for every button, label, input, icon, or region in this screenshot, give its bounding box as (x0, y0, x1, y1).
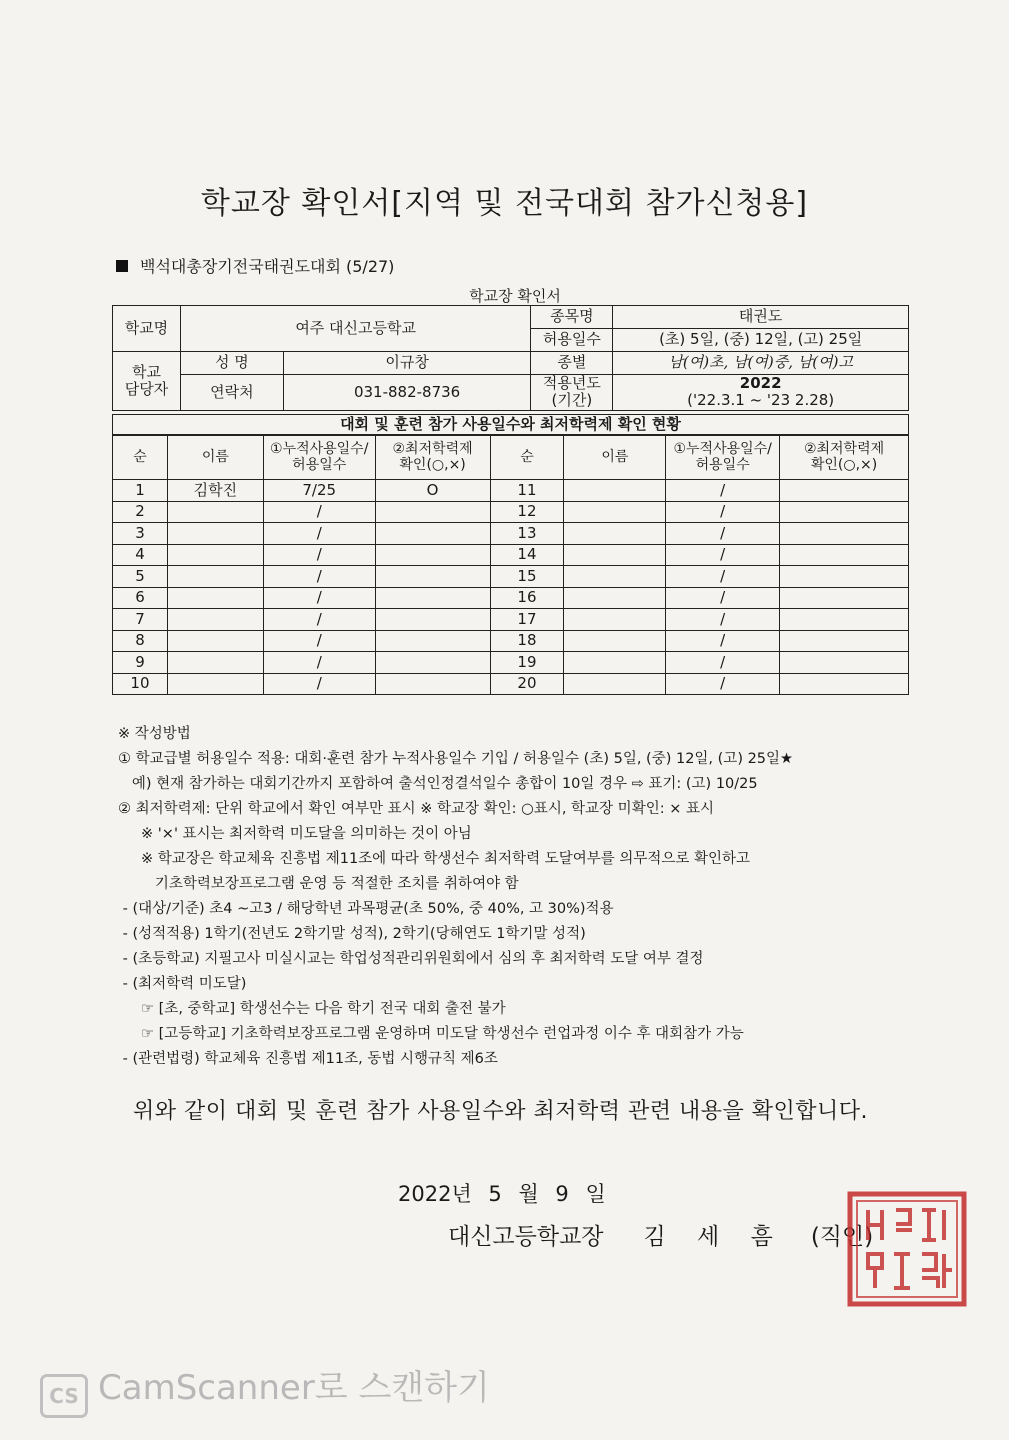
status-banner: 대회 및 훈련 참가 사용일수와 최저학력제 확인 현황 (113, 415, 909, 436)
note-line: ※ '×' 표시는 최저학력 미도달을 의미하는 것이 아님 (118, 826, 472, 842)
note-line: ② 최저학력제: 단위 학교에서 확인 여부만 표시 ※ 학교장 확인: ○표시, 학교장 미확인: × 표시 (118, 801, 714, 817)
watermark-text: CamScanner로 스캔하기 (98, 1368, 490, 1408)
square-bullet-icon (116, 260, 128, 272)
row-no: 16 (490, 587, 564, 609)
row-name (564, 480, 666, 502)
table-row (113, 673, 909, 695)
table-row (113, 609, 909, 631)
document-date: 2022년 5 월 9 일 (398, 1182, 606, 1206)
row-no: 10 (113, 673, 168, 695)
row-days: / (666, 609, 780, 631)
row-days: / (263, 501, 375, 523)
row-no: 2 (113, 501, 168, 523)
category-value: 남(여)초, 남(여)중, 남(여)고 (613, 352, 909, 375)
row-days: / (263, 523, 375, 545)
table-row (113, 652, 909, 674)
row-check (375, 566, 490, 588)
header-no: 순 (113, 435, 168, 480)
row-check (780, 480, 909, 502)
allowed-days-value: (초) 5일, (중) 12일, (고) 25일 (613, 329, 909, 352)
name-label: 성 명 (180, 352, 283, 375)
row-check (780, 566, 909, 588)
note-line: - (대상/기준) 초4 ~고3 / 해당학년 과목평균(초 50%, 중 40%, 고 30%)적용 (118, 901, 614, 917)
row-days: / (263, 652, 375, 674)
row-name (167, 523, 263, 545)
sport-label: 종목명 (531, 306, 613, 329)
row-days: / (263, 673, 375, 695)
note-line: - (성적적용) 1학기(전년도 2학기말 성적), 2학기(당해연도 1학기말 성적) (118, 926, 586, 942)
row-no: 18 (490, 630, 564, 652)
official-seal-icon (846, 1190, 968, 1308)
row-days: / (263, 609, 375, 631)
row-days: / (666, 630, 780, 652)
row-check (780, 501, 909, 523)
name-value: 이규창 (283, 352, 531, 375)
row-no: 1 (113, 480, 168, 502)
row-no: 19 (490, 652, 564, 674)
row-check: O (375, 480, 490, 502)
year-label (531, 375, 613, 411)
event-name (116, 254, 394, 277)
row-name (564, 630, 666, 652)
signer-school: 대신고등학교장 (448, 1224, 604, 1250)
row-no: 14 (490, 544, 564, 566)
row-check (780, 587, 909, 609)
row-name (167, 652, 263, 674)
writing-instructions (118, 722, 918, 1072)
notes-title: ※ 작성방법 (118, 726, 191, 742)
header-check (375, 435, 490, 480)
document-title: 학교장 확인서[지역 및 전국대회 참가신청용] (200, 186, 809, 221)
row-days: / (263, 630, 375, 652)
table-row (113, 630, 909, 652)
note-line: ☞ [고등학교] 기초학력보장프로그램 운영하며 미도달 학생선수 런업과정 이수 후 대회참가 가능 (118, 1026, 744, 1042)
row-days: / (666, 587, 780, 609)
sport-value: 태권도 (613, 306, 909, 329)
table-row (113, 480, 909, 502)
row-days: / (666, 673, 780, 695)
contact-value: 031-882-8736 (283, 375, 531, 411)
header-days-line2: 허용일수 (695, 457, 750, 473)
manager-label (113, 352, 181, 411)
row-days: / (666, 652, 780, 674)
row-no: 9 (113, 652, 168, 674)
row-name (564, 566, 666, 588)
row-name (564, 501, 666, 523)
header-no: 순 (490, 435, 564, 480)
header-days-line1: ①누적사용일수/ (270, 440, 369, 457)
row-check (375, 523, 490, 545)
row-no: 20 (490, 673, 564, 695)
row-no: 8 (113, 630, 168, 652)
header-days-line1: ①누적사용일수/ (673, 440, 772, 457)
row-check (375, 652, 490, 674)
school-value: 여주 대신고등학교 (180, 306, 531, 352)
camscanner-logo-icon: CS (40, 1374, 88, 1418)
table-row (113, 587, 909, 609)
row-name (167, 566, 263, 588)
row-name (167, 609, 263, 631)
row-name (167, 587, 263, 609)
row-name (167, 673, 263, 695)
row-no: 7 (113, 609, 168, 631)
year-label-line2: (기간) (551, 391, 593, 410)
row-no: 11 (490, 480, 564, 502)
confirmation-statement: 위와 같이 대회 및 훈련 참가 사용일수와 최저학력 관련 내용을 확인합니다. (133, 1099, 868, 1124)
row-no: 5 (113, 566, 168, 588)
row-check (375, 630, 490, 652)
status-banner-table (112, 414, 909, 436)
table-row (113, 523, 909, 545)
header-days (666, 435, 780, 480)
note-line: ※ 학교장은 학교체육 진흥법 제11조에 따라 학생선수 최저학력 도달여부를 의무적으로 확인하고 (118, 851, 750, 867)
row-name (564, 609, 666, 631)
header-check-line1: ②최저학력제 (392, 440, 473, 457)
note-line: 예) 현재 참가하는 대회기간까지 포함하여 출석인정결석일수 총합이 10일 경우 ⇨ 표기: (고) 10/25 (118, 776, 758, 792)
contact-label: 연락처 (180, 375, 283, 411)
year-label-line1: 적용년도 (542, 374, 601, 392)
signer-name: 김 세 흠 (643, 1224, 785, 1250)
period-value: ('22.3.1 ~ '23 2.28) (687, 391, 835, 410)
row-no: 6 (113, 587, 168, 609)
year-value: 2022 (739, 374, 782, 392)
row-days: / (666, 566, 780, 588)
note-line: - (관련법령) 학교체육 진흥법 제11조, 동법 시행규칙 제6조 (118, 1051, 498, 1067)
header-name: 이름 (167, 435, 263, 480)
row-check (375, 501, 490, 523)
header-days-line2: 허용일수 (292, 457, 347, 473)
row-name (564, 673, 666, 695)
row-no: 12 (490, 501, 564, 523)
seal-label: (직인) (810, 1224, 874, 1250)
row-no: 13 (490, 523, 564, 545)
row-check (780, 673, 909, 695)
roster-table (112, 434, 909, 695)
row-name (564, 652, 666, 674)
year-value-cell (613, 375, 909, 411)
row-no: 4 (113, 544, 168, 566)
category-label: 종별 (531, 352, 613, 375)
row-check (780, 652, 909, 674)
manager-label-line2: 담당자 (124, 379, 169, 398)
row-name (564, 544, 666, 566)
note-line: - (최저학력 미도달) (118, 976, 247, 992)
note-line: ☞ [초, 중학교] 학생선수는 다음 학기 전국 대회 출전 불가 (118, 1001, 506, 1017)
row-check (780, 544, 909, 566)
signature-line (448, 1218, 873, 1251)
row-name (167, 630, 263, 652)
manager-label-line1: 학교 (131, 362, 161, 381)
header-days (263, 435, 375, 480)
row-name (167, 501, 263, 523)
school-info-table (112, 305, 909, 411)
row-no: 3 (113, 523, 168, 545)
header-check-line2: 확인(○,×) (399, 457, 466, 473)
note-line: 기초학력보장프로그램 운영 등 적절한 조치를 취하여야 함 (118, 876, 519, 892)
row-days: / (263, 566, 375, 588)
row-name (564, 523, 666, 545)
row-no: 17 (490, 609, 564, 631)
row-name (167, 544, 263, 566)
table-row (113, 501, 909, 523)
row-check (375, 544, 490, 566)
row-days: / (263, 587, 375, 609)
table-row (113, 566, 909, 588)
allowed-days-label: 허용일수 (531, 329, 613, 352)
row-no: 15 (490, 566, 564, 588)
row-check (780, 630, 909, 652)
note-line: - (초등학교) 지필고사 미실시교는 학업성적관리위원회에서 심의 후 최저학력 도달 여부 결정 (118, 951, 704, 967)
form-subtitle: 학교장 확인서 (469, 287, 561, 305)
row-check (375, 587, 490, 609)
row-name: 김학진 (167, 480, 263, 502)
row-days: / (666, 501, 780, 523)
row-check (780, 523, 909, 545)
row-days: / (263, 544, 375, 566)
row-days: 7/25 (263, 480, 375, 502)
school-label: 학교명 (113, 306, 181, 352)
note-line: ① 학교급별 허용일수 적용: 대회·훈련 참가 누적사용일수 기입 / 허용일수 (초) 5일, (중) 12일, (고) 25일★ (118, 751, 794, 767)
camscanner-watermark (40, 1360, 490, 1418)
row-days: / (666, 544, 780, 566)
header-check (780, 435, 909, 480)
header-check-line2: 확인(○,×) (810, 457, 878, 473)
row-check (780, 609, 909, 631)
event-name-text: 백석대총장기전국태권도대회 (5/27) (140, 257, 395, 276)
header-check-line1: ②최저학력제 (803, 440, 885, 457)
table-row (113, 544, 909, 566)
header-name: 이름 (564, 435, 666, 480)
row-days: / (666, 523, 780, 545)
row-check (375, 673, 490, 695)
row-name (564, 587, 666, 609)
row-check (375, 609, 490, 631)
row-days: / (666, 480, 780, 502)
